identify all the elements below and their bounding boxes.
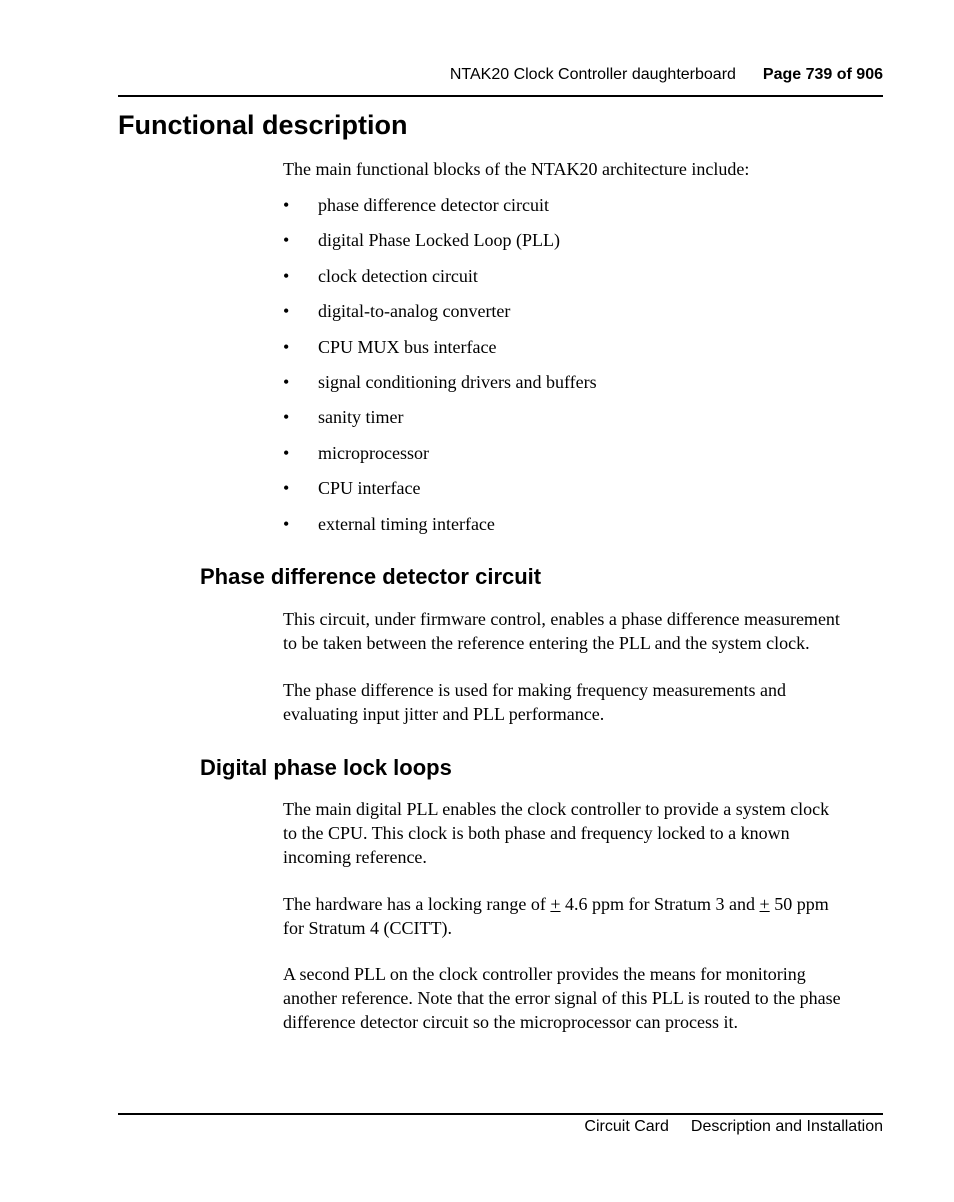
plus-minus-symbol: +	[759, 894, 770, 914]
text-line: to be taken between the reference entering the PLL and the system clock.	[283, 633, 810, 653]
intro-paragraph: The main functional blocks of the NTAK20 architecture include:	[283, 159, 750, 179]
text-run: 50 ppm	[769, 894, 829, 914]
text-line: for Stratum 4 (CCITT).	[283, 918, 452, 938]
bullet-glyph: •	[283, 513, 290, 534]
running-header	[450, 66, 883, 84]
text-run: The hardware has a locking range of	[283, 894, 551, 914]
text-line: The phase difference is used for making frequency measurements and	[283, 680, 786, 700]
footer-left: Circuit Card	[584, 1118, 669, 1135]
text-line: incoming reference.	[283, 847, 427, 867]
text-line: another reference. Note that the error signal of this PLL is routed to the phase	[283, 988, 841, 1008]
text-line: This circuit, under firmware control, enables a phase difference measurement	[283, 609, 840, 629]
bullet-glyph: •	[283, 407, 290, 428]
list-item-text: external timing interface	[318, 513, 495, 534]
text-line	[283, 892, 883, 916]
bullet-glyph: •	[283, 195, 290, 215]
document-title: NTAK20 Clock Controller daughterboard	[449, 66, 736, 83]
header-rule	[118, 95, 883, 97]
list-item-text: microprocessor	[318, 442, 429, 463]
bullet-glyph: •	[283, 371, 290, 392]
list-item-text: phase difference detector circuit	[318, 195, 550, 215]
dpll-paragraph-3	[283, 962, 883, 1034]
page-number: Page 739 of 906	[762, 66, 883, 83]
text-line: to the CPU. This clock is both phase and frequency locked to a known	[283, 823, 790, 843]
bullet-glyph: •	[283, 478, 290, 499]
bullet-glyph: •	[283, 442, 290, 463]
footer-right: Description and Installation	[690, 1118, 883, 1135]
bullet-glyph: •	[283, 230, 290, 251]
list-item-text: CPU interface	[318, 478, 421, 499]
list-item-text: sanity timer	[318, 407, 404, 428]
bullet-glyph: •	[283, 336, 290, 357]
phase-paragraph-2	[283, 678, 883, 726]
bullet-glyph: •	[283, 265, 290, 286]
dpll-paragraph-1	[283, 797, 883, 869]
list-item-text: signal conditioning drivers and buffers	[318, 371, 597, 392]
text-line: difference detector circuit so the microprocessor can process it.	[283, 1012, 738, 1032]
list-item-text: CPU MUX bus interface	[318, 336, 497, 357]
text-run: 4.6 ppm for Stratum 3 and	[560, 894, 760, 914]
phase-paragraph-1	[283, 607, 883, 655]
list-item-text: digital Phase Locked Loop (PLL)	[318, 230, 560, 251]
bullet-glyph: •	[283, 301, 290, 322]
subsection-heading-dpll: Digital phase lock loops	[200, 755, 452, 780]
text-line: evaluating input jitter and PLL performance.	[283, 704, 605, 724]
list-item-text: digital-to-analog converter	[318, 301, 511, 322]
dpll-paragraph-2	[283, 892, 883, 940]
running-footer	[584, 1118, 883, 1136]
list-item-text: clock detection circuit	[318, 265, 478, 286]
text-line: The main digital PLL enables the clock controller to provide a system clock	[283, 799, 830, 819]
plus-minus-symbol: +	[550, 894, 561, 914]
footer-rule	[118, 1113, 883, 1115]
text-line: A second PLL on the clock controller provides the means for monitoring	[283, 964, 806, 984]
subsection-heading-phase: Phase difference detector circuit	[200, 564, 542, 589]
section-heading: Functional description	[118, 110, 408, 140]
